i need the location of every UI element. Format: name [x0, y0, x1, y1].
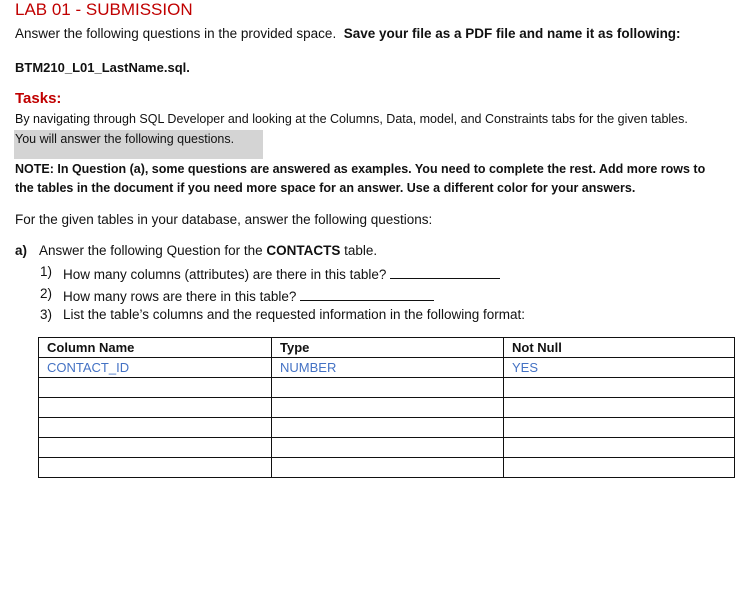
table-cell[interactable]	[504, 398, 735, 418]
table-cell[interactable]	[272, 378, 504, 398]
table-cell[interactable]: YES	[504, 358, 735, 378]
question-2-text: How many rows are there in this table?	[63, 289, 297, 304]
tasks-description-line2: You will answer the following questions.	[15, 132, 235, 146]
table-cell[interactable]	[39, 458, 272, 478]
answer-blank-1[interactable]	[390, 264, 500, 279]
table-cell[interactable]	[504, 378, 735, 398]
table-cell[interactable]	[272, 398, 504, 418]
instruction-text	[15, 26, 681, 41]
table-row	[39, 378, 735, 398]
question-3-number: 3)	[40, 307, 53, 322]
header-type: Type	[272, 338, 504, 358]
table-row	[39, 438, 735, 458]
table-cell[interactable]	[272, 458, 504, 478]
table-row	[39, 458, 735, 478]
question-a-label: a)	[15, 243, 28, 258]
table-cell[interactable]	[504, 438, 735, 458]
answer-blank-2[interactable]	[300, 286, 434, 301]
header-not-null: Not Null	[504, 338, 735, 358]
question-a-text	[39, 243, 377, 258]
question-1-number: 1)	[40, 264, 53, 279]
tasks-heading: Tasks:	[15, 90, 62, 107]
table-cell[interactable]: CONTACT_ID	[39, 358, 272, 378]
question-a-before: Answer the following Question for the	[39, 243, 263, 258]
page-title: LAB 01 - SUBMISSION	[15, 0, 193, 19]
instruction-bold: Save your file as a PDF file and name it as following:	[343, 26, 681, 41]
columns-table	[38, 337, 735, 478]
table-cell[interactable]	[504, 458, 735, 478]
question-1-text: How many columns (attributes) are there in this table?	[63, 267, 387, 282]
instruction-plain: Answer the following questions in the provided space.	[15, 26, 337, 41]
table-header-row	[39, 338, 735, 358]
header-column-name: Column Name	[39, 338, 272, 358]
note-line-1: NOTE: In Question (a), some questions are answered as examples. You need to complete the rest. Add more rows to	[15, 162, 706, 176]
question-1	[63, 264, 500, 282]
table-cell[interactable]	[39, 418, 272, 438]
tasks-description: By navigating through SQL Developer and looking at the Columns, Data, model, and Constraints tabs for the given tables.	[15, 112, 688, 126]
table-row	[39, 418, 735, 438]
table-row	[39, 358, 735, 378]
table-row	[39, 398, 735, 418]
table-cell[interactable]	[272, 418, 504, 438]
table-cell[interactable]	[272, 438, 504, 458]
note-line-2: the tables in the document if you need more space for an answer. Use a different color for your answers.	[15, 181, 636, 195]
question-a-after: table.	[344, 243, 378, 258]
intro-text: For the given tables in your database, answer the following questions:	[15, 212, 433, 227]
question-2-number: 2)	[40, 286, 53, 301]
table-cell[interactable]	[39, 438, 272, 458]
table-cell[interactable]	[39, 378, 272, 398]
table-cell[interactable]: NUMBER	[272, 358, 504, 378]
table-cell[interactable]	[504, 418, 735, 438]
filename-format: BTM210_L01_LastName.sql.	[15, 60, 190, 75]
question-a-table-name: CONTACTS	[266, 243, 341, 258]
table-cell[interactable]	[39, 398, 272, 418]
question-2	[63, 286, 434, 304]
question-3-text: List the table’s columns and the requested information in the following format:	[63, 307, 526, 322]
